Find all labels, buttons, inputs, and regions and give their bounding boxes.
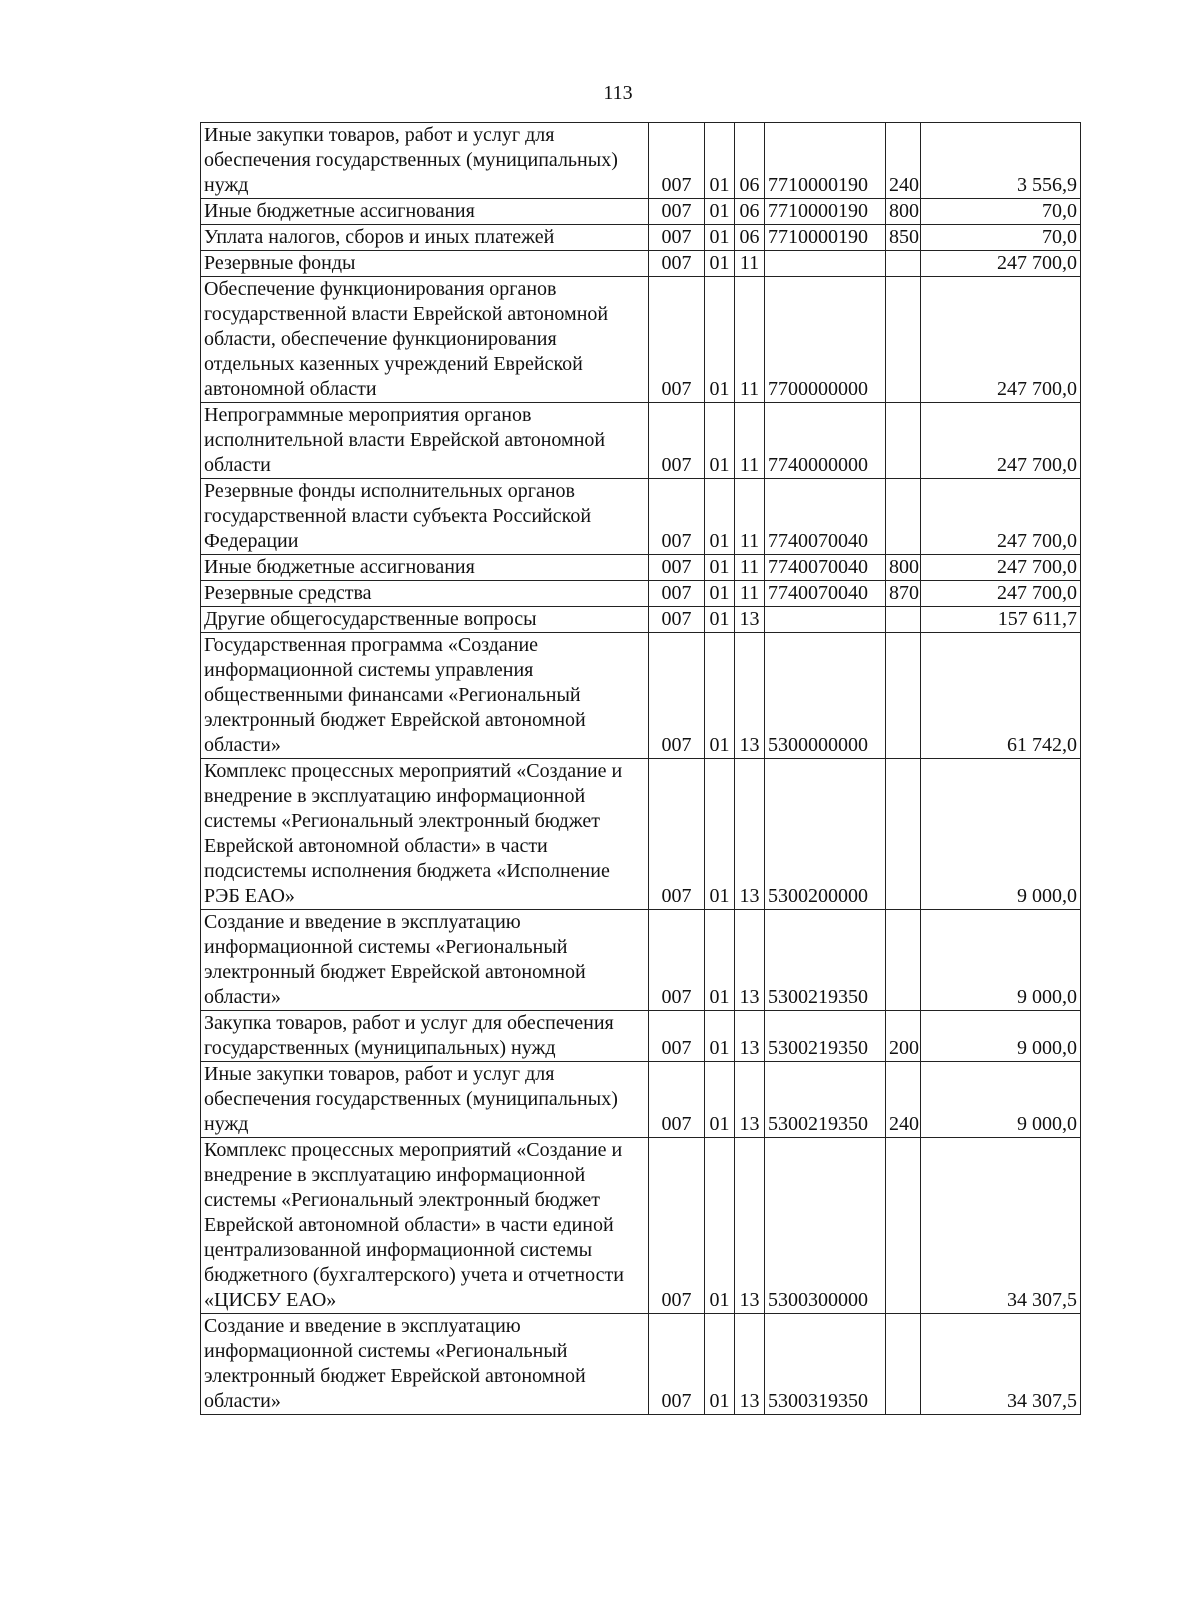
table-row: [201, 910, 1081, 1011]
table-row: [201, 277, 1081, 403]
section-code-cell: 01: [705, 1138, 735, 1314]
table-row: [201, 1062, 1081, 1138]
row-name-cell: Резервные фонды: [201, 251, 649, 277]
section-code-cell: 01: [705, 277, 735, 403]
subsection-code-cell: 11: [735, 581, 765, 607]
expense-type-cell: 200: [886, 1011, 921, 1062]
amount-cell: 247 700,0: [921, 479, 1081, 555]
amount-cell: 61 742,0: [921, 633, 1081, 759]
target-article-cell: 5300200000: [765, 759, 886, 910]
row-name-cell: Резервные фонды исполнительных органов государственной власти субъекта Российской Федерации: [201, 479, 649, 555]
amount-cell: 9 000,0: [921, 1011, 1081, 1062]
target-article-cell: 7710000190: [765, 123, 886, 199]
target-article-cell: 5300300000: [765, 1138, 886, 1314]
expense-type-cell: [886, 759, 921, 910]
target-article-cell: 7740070040: [765, 555, 886, 581]
ministry-code-cell: 007: [649, 555, 705, 581]
expense-type-cell: [886, 633, 921, 759]
row-name-cell: Иные бюджетные ассигнования: [201, 199, 649, 225]
amount-cell: 9 000,0: [921, 759, 1081, 910]
subsection-code-cell: 13: [735, 1011, 765, 1062]
target-article-cell: 7710000190: [765, 225, 886, 251]
section-code-cell: 01: [705, 225, 735, 251]
table-row: [201, 759, 1081, 910]
subsection-code-cell: 13: [735, 607, 765, 633]
ministry-code-cell: 007: [649, 1011, 705, 1062]
ministry-code-cell: 007: [649, 1062, 705, 1138]
amount-cell: 34 307,5: [921, 1314, 1081, 1415]
target-article-cell: 7740000000: [765, 403, 886, 479]
row-name-cell: Иные закупки товаров, работ и услуг для обеспечения государственных (муниципальных) нужд: [201, 1062, 649, 1138]
expense-type-cell: [886, 251, 921, 277]
section-code-cell: 01: [705, 123, 735, 199]
row-name-cell: Комплекс процессных мероприятий «Создание и внедрение в эксплуатацию информационной системы «Региональный электронный бюджет Еврейской автономной области» в части единой централизованной информационной системы бюджетного (бухгалтерского) учета и отчетности «ЦИСБУ ЕАО»: [201, 1138, 649, 1314]
row-name-cell: Уплата налогов, сборов и иных платежей: [201, 225, 649, 251]
amount-cell: 34 307,5: [921, 1138, 1081, 1314]
table-row: [201, 225, 1081, 251]
expense-type-cell: 240: [886, 123, 921, 199]
section-code-cell: 01: [705, 910, 735, 1011]
expense-type-cell: [886, 479, 921, 555]
row-name-cell: Иные закупки товаров, работ и услуг для обеспечения государственных (муниципальных) нужд: [201, 123, 649, 199]
budget-table: [200, 122, 1081, 1415]
table-row: [201, 1138, 1081, 1314]
subsection-code-cell: 06: [735, 199, 765, 225]
table-row: [201, 1314, 1081, 1415]
section-code-cell: 01: [705, 403, 735, 479]
ministry-code-cell: 007: [649, 633, 705, 759]
ministry-code-cell: 007: [649, 910, 705, 1011]
table-row: [201, 479, 1081, 555]
ministry-code-cell: 007: [649, 225, 705, 251]
ministry-code-cell: 007: [649, 607, 705, 633]
expense-type-cell: 870: [886, 581, 921, 607]
subsection-code-cell: 11: [735, 277, 765, 403]
table-row: [201, 251, 1081, 277]
expense-type-cell: [886, 910, 921, 1011]
amount-cell: 9 000,0: [921, 910, 1081, 1011]
amount-cell: 3 556,9: [921, 123, 1081, 199]
subsection-code-cell: 11: [735, 251, 765, 277]
row-name-cell: Комплекс процессных мероприятий «Создание и внедрение в эксплуатацию информационной системы «Региональный электронный бюджет Еврейской автономной области» в части подсистемы исполнения бюджета «Исполнение РЭБ ЕАО»: [201, 759, 649, 910]
table-row: [201, 403, 1081, 479]
section-code-cell: 01: [705, 199, 735, 225]
section-code-cell: 01: [705, 1062, 735, 1138]
subsection-code-cell: 06: [735, 123, 765, 199]
target-article-cell: [765, 251, 886, 277]
ministry-code-cell: 007: [649, 403, 705, 479]
target-article-cell: 5300319350: [765, 1314, 886, 1415]
amount-cell: 247 700,0: [921, 581, 1081, 607]
ministry-code-cell: 007: [649, 1314, 705, 1415]
ministry-code-cell: 007: [649, 251, 705, 277]
row-name-cell: Резервные средства: [201, 581, 649, 607]
row-name-cell: Государственная программа «Создание информационной системы управления общественными финансами «Региональный электронный бюджет Еврейской автономной области»: [201, 633, 649, 759]
row-name-cell: Обеспечение функционирования органов государственной власти Еврейской автономной области, обеспечение функционирования отдельных казенных учреждений Еврейской автономной области: [201, 277, 649, 403]
section-code-cell: 01: [705, 607, 735, 633]
ministry-code-cell: 007: [649, 759, 705, 910]
subsection-code-cell: 13: [735, 1138, 765, 1314]
section-code-cell: 01: [705, 1314, 735, 1415]
target-article-cell: 5300219350: [765, 910, 886, 1011]
amount-cell: 157 611,7: [921, 607, 1081, 633]
section-code-cell: 01: [705, 759, 735, 910]
row-name-cell: Другие общегосударственные вопросы: [201, 607, 649, 633]
row-name-cell: Закупка товаров, работ и услуг для обеспечения государственных (муниципальных) нужд: [201, 1011, 649, 1062]
target-article-cell: 7740070040: [765, 479, 886, 555]
target-article-cell: 7710000190: [765, 199, 886, 225]
ministry-code-cell: 007: [649, 123, 705, 199]
target-article-cell: 7700000000: [765, 277, 886, 403]
amount-cell: 247 700,0: [921, 277, 1081, 403]
row-name-cell: Иные бюджетные ассигнования: [201, 555, 649, 581]
table-row: [201, 123, 1081, 199]
section-code-cell: 01: [705, 251, 735, 277]
expense-type-cell: [886, 1314, 921, 1415]
row-name-cell: Создание и введение в эксплуатацию информационной системы «Региональный электронный бюджет Еврейской автономной области»: [201, 1314, 649, 1415]
subsection-code-cell: 13: [735, 1062, 765, 1138]
subsection-code-cell: 13: [735, 759, 765, 910]
target-article-cell: 5300000000: [765, 633, 886, 759]
ministry-code-cell: 007: [649, 277, 705, 403]
expense-type-cell: [886, 607, 921, 633]
row-name-cell: Создание и введение в эксплуатацию информационной системы «Региональный электронный бюджет Еврейской автономной области»: [201, 910, 649, 1011]
section-code-cell: 01: [705, 479, 735, 555]
target-article-cell: 5300219350: [765, 1011, 886, 1062]
expense-type-cell: [886, 1138, 921, 1314]
subsection-code-cell: 11: [735, 403, 765, 479]
amount-cell: 247 700,0: [921, 555, 1081, 581]
target-article-cell: 7740070040: [765, 581, 886, 607]
table-row: [201, 199, 1081, 225]
expense-type-cell: [886, 277, 921, 403]
section-code-cell: 01: [705, 633, 735, 759]
expense-type-cell: 240: [886, 1062, 921, 1138]
amount-cell: 9 000,0: [921, 1062, 1081, 1138]
table-row: [201, 633, 1081, 759]
table-row: [201, 581, 1081, 607]
expense-type-cell: 800: [886, 199, 921, 225]
page-number: 113: [603, 82, 633, 104]
amount-cell: 70,0: [921, 199, 1081, 225]
subsection-code-cell: 11: [735, 479, 765, 555]
row-name-cell: Непрограммные мероприятия органов исполнительной власти Еврейской автономной области: [201, 403, 649, 479]
ministry-code-cell: 007: [649, 1138, 705, 1314]
target-article-cell: [765, 607, 886, 633]
expense-type-cell: [886, 403, 921, 479]
ministry-code-cell: 007: [649, 581, 705, 607]
subsection-code-cell: 13: [735, 633, 765, 759]
table-body: [201, 123, 1081, 1415]
amount-cell: 247 700,0: [921, 251, 1081, 277]
ministry-code-cell: 007: [649, 199, 705, 225]
section-code-cell: 01: [705, 581, 735, 607]
expense-type-cell: 800: [886, 555, 921, 581]
table-row: [201, 555, 1081, 581]
ministry-code-cell: 007: [649, 479, 705, 555]
section-code-cell: 01: [705, 555, 735, 581]
table-row: [201, 1011, 1081, 1062]
target-article-cell: 5300219350: [765, 1062, 886, 1138]
amount-cell: 70,0: [921, 225, 1081, 251]
subsection-code-cell: 11: [735, 555, 765, 581]
subsection-code-cell: 13: [735, 1314, 765, 1415]
expense-type-cell: 850: [886, 225, 921, 251]
subsection-code-cell: 13: [735, 910, 765, 1011]
section-code-cell: 01: [705, 1011, 735, 1062]
table-row: [201, 607, 1081, 633]
amount-cell: 247 700,0: [921, 403, 1081, 479]
subsection-code-cell: 06: [735, 225, 765, 251]
